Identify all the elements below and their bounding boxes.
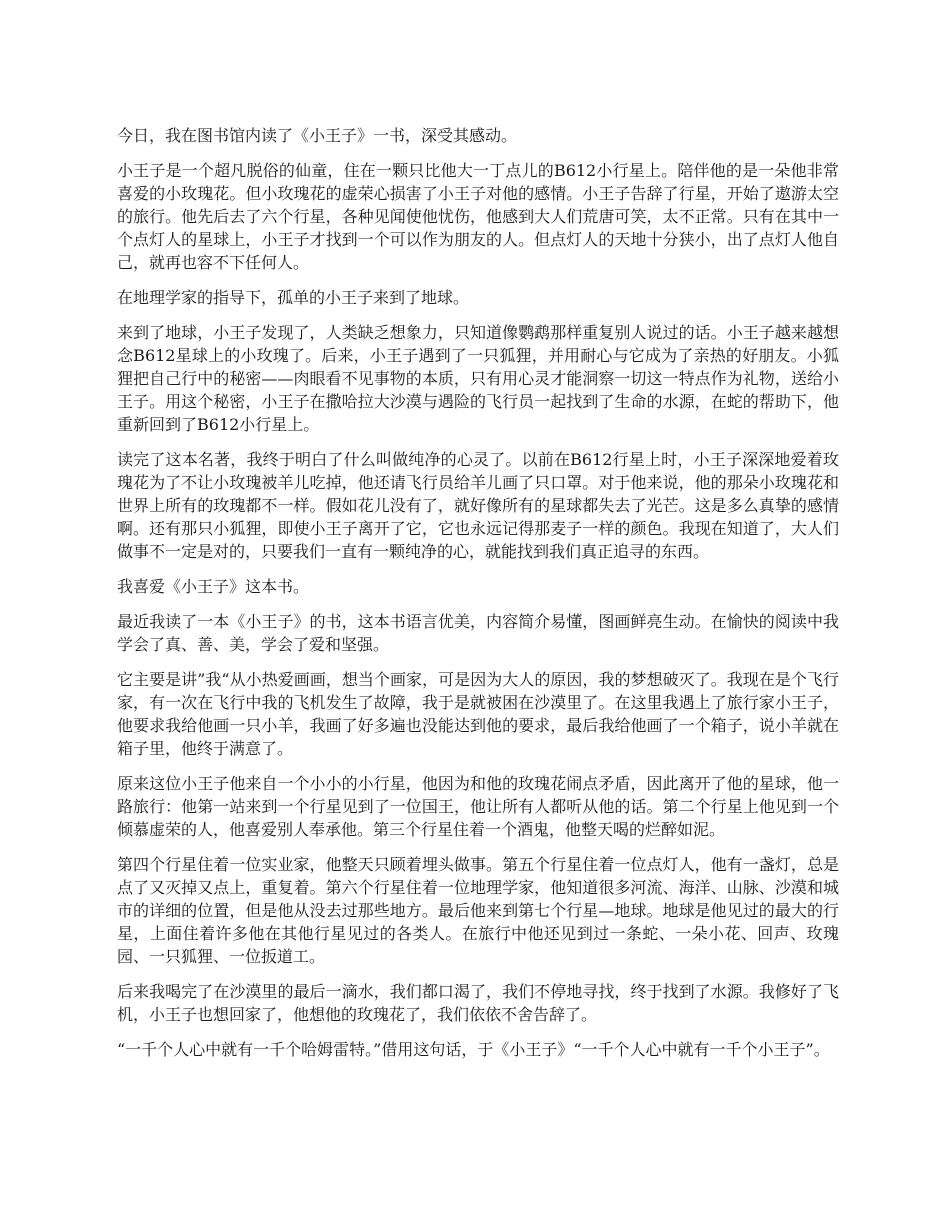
paragraph-9: 原来这位小王子他来自一个小小的小行星，他因为和他的玫瑰花闹点矛盾，因此离开了他的星球，他一路旅行：他第一站来到一个行星见到了一位国王，他让所有人都听从他的话。第二个行星上他见到一个倾慕虚荣的人，他喜爱别人奉承他。第三个行星住着一个酒鬼，他整天喝的烂醉如泥。 [117, 774, 839, 839]
paragraph-8: 它主要是讲”我“从小热爱画画，想当个画家，可是因为大人的原因，我的梦想破灭了。我现在是个飞行家，有一次在飞行中我的飞机发生了故障，我于是就被困在沙漠里了。在这里我遇上了旅行家小王子，他要求我给他画一只小羊，我画了好多遍也没能达到他的要求，最后我给他画了一个箱子，说小羊就在箱子里，他终于满意了。 [117, 670, 839, 758]
document-body [117, 124, 839, 1073]
paragraph-4: 来到了地球，小王子发现了，人类缺乏想象力，只知道像鹦鹉那样重复别人说过的话。小王子越来越想念B612星球上的小玫瑰了。后来，小王子遇到了一只狐狸，并用耐心与它成为了亲热的好朋友。小狐狸把自己行中的秘密——肉眼看不见事物的本质，只有用心灵才能洞察一切这一特点作为礼物，送给小王子。用这个秘密，小王子在撒哈拉大沙漠与遇险的飞行员一起找到了生命的水源，在蛇的帮助下，他重新回到了B612小行星上。 [117, 323, 839, 434]
paragraph-5: 读完了这本名著，我终于明白了什么叫做纯净的心灵了。以前在B612行星上时，小王子深深地爱着玫瑰花为了不让小玫瑰被羊儿吃掉，他还请飞行员给羊儿画了只口罩。对于他来说，他的那朵小玫瑰花和世界上所有的玫瑰都不一样。假如花儿没有了，就好像所有的星球都失去了光芒。这是多么真挚的感情啊。还有那只小狐狸，即使小王子离开了它，它也永远记得那麦子一样的颜色。我现在知道了，大人们做事不一定是对的，只要我们一直有一颗纯净的心，就能找到我们真正追寻的东西。 [117, 450, 839, 561]
paragraph-2: 小王子是一个超凡脱俗的仙童，住在一颗只比他大一丁点儿的B612小行星上。陪伴他的是一朵他非常喜爱的小玫瑰花。但小玫瑰花的虚荣心损害了小王子对他的感情。小王子告辞了行星，开始了遨游太空的旅行。他先后去了六个行星，各种见闻使他忧伤，他感到大人们荒唐可笑，太不正常。只有在其中一个点灯人的星球上，小王子才找到一个可以作为朋友的人。但点灯人的天地十分狭小，出了点灯人他自己，就再也容不下任何人。 [117, 161, 839, 272]
paragraph-11: 后来我喝完了在沙漠里的最后一滴水，我们都口渴了，我们不停地寻找，终于找到了水源。我修好了飞机，小王子也想回家了，他想他的玫瑰花了，我们依依不舍告辞了。 [117, 982, 839, 1024]
paragraph-1: 今日，我在图书馆内读了《小王子》一书，深受其感动。 [117, 126, 518, 145]
paragraph-6: 我喜爱《小王子》这本书。 [117, 577, 310, 596]
paragraph-7: 最近我读了一本《小王子》的书，这本书语言优美，内容简介易懂，图画鲜亮生动。在愉快的阅读中我学会了真、善、美，学会了爱和坚强。 [117, 612, 839, 654]
paragraph-10: 第四个行星住着一位实业家，他整天只顾着埋头做事。第五个行星住着一位点灯人，他有一盏灯，总是点了又灭掉又点上，重复着。第六个行星住着一位地理学家，他知道很多河流、海洋、山脉、沙漠和城市的详细的位置，但是他从没去过那些地方。最后他来到第七个行星—地球。地球是他见过的最大的行星，上面住着许多他在其他行星见过的各类人。在旅行中他还见到过一条蛇、一朵小花、回声、玫瑰园、一只狐狸、一位扳道工。 [117, 855, 839, 966]
paragraph-3: 在地理学家的指导下，孤单的小王子来到了地球。 [117, 288, 470, 307]
paragraph-12: “一千个人心中就有一千个哈姆雷特。”借用这句话，于《小王子》“一千个人心中就有一千个小王子”。 [117, 1040, 830, 1059]
